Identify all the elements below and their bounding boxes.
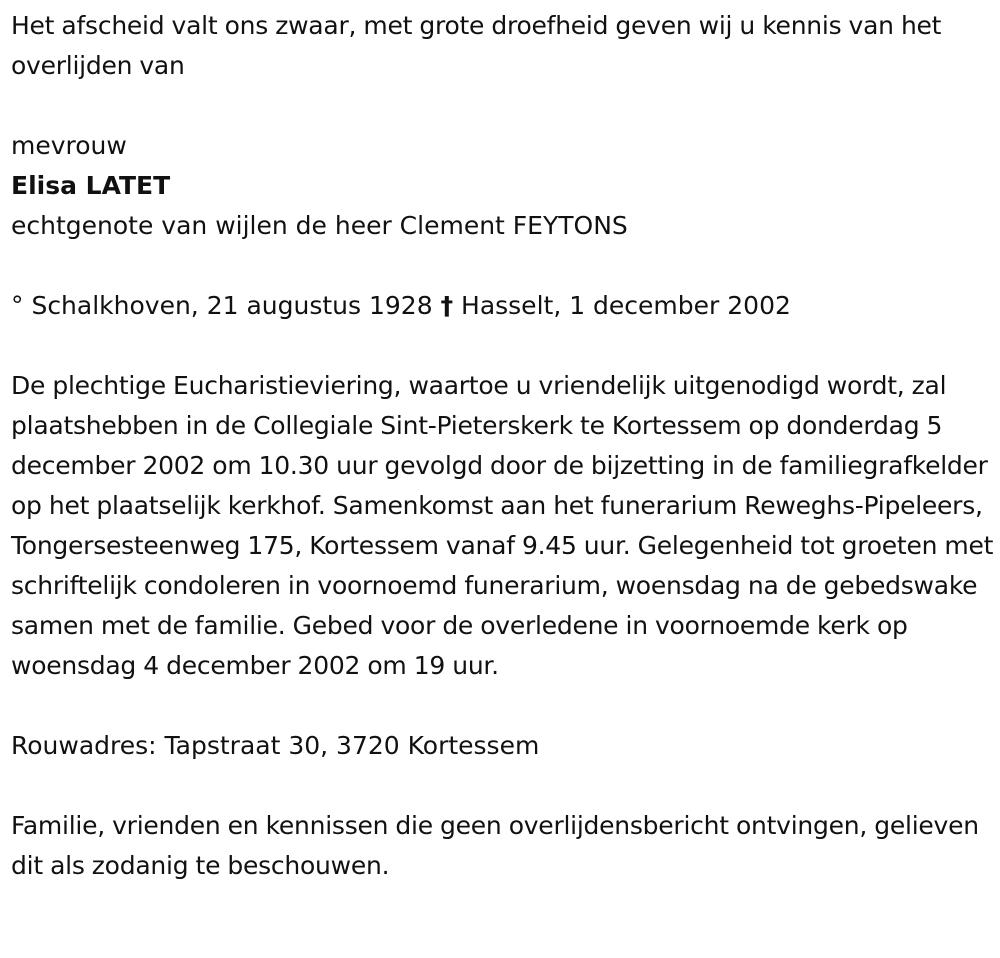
spouse-line: echtgenote van wijlen de heer Clement FEYTONS: [11, 211, 628, 240]
salutation: mevrouw: [11, 131, 127, 160]
deceased-name: Elisa LATET: [11, 171, 171, 200]
spacer: [11, 766, 996, 806]
birth-info: ° Schalkhoven, 21 augustus 1928: [11, 291, 433, 320]
obituary-notice: [11, 6, 996, 886]
closing-text: Familie, vrienden en kennissen die geen overlijdensbericht ontvingen, gelieven dit als zodanig te beschouwen.: [11, 811, 979, 880]
spacer: [11, 246, 996, 286]
spacer: [11, 86, 996, 126]
life-dates: [11, 286, 996, 326]
intro-text: Het afscheid valt ons zwaar, met grote droefheid geven wij u kennis van het overlijden van: [11, 11, 942, 80]
spacer: [11, 326, 996, 366]
cross-icon: †: [440, 291, 454, 320]
ceremony-text: De plechtige Eucharistieviering, waartoe u vriendelijk uitgenodigd wordt, zal plaatshebben in de Collegiale Sint-Pieterskerk te Kortessem op donderdag 5 december 2002 om 10.30 uur gevolgd door de bijzetting in de familiegrafkelder op het plaatselijk kerkhof. Samenkomst aan het funerarium Reweghs-Pipeleers, Tongersesteenweg 175, Kortessem vanaf 9.45 uur. Gelegenheid tot groeten met schriftelijk condoleren in voornoemd funerarium, woensdag na de gebedswake samen met de familie. Gebed voor de overledene in voornoemde kerk op woensdag 4 december 2002 om 19 uur.: [11, 371, 994, 680]
death-info: Hasselt, 1 december 2002: [461, 291, 791, 320]
mourning-address: Rouwadres: Tapstraat 30, 3720 Kortessem: [11, 731, 540, 760]
spacer: [11, 686, 996, 726]
